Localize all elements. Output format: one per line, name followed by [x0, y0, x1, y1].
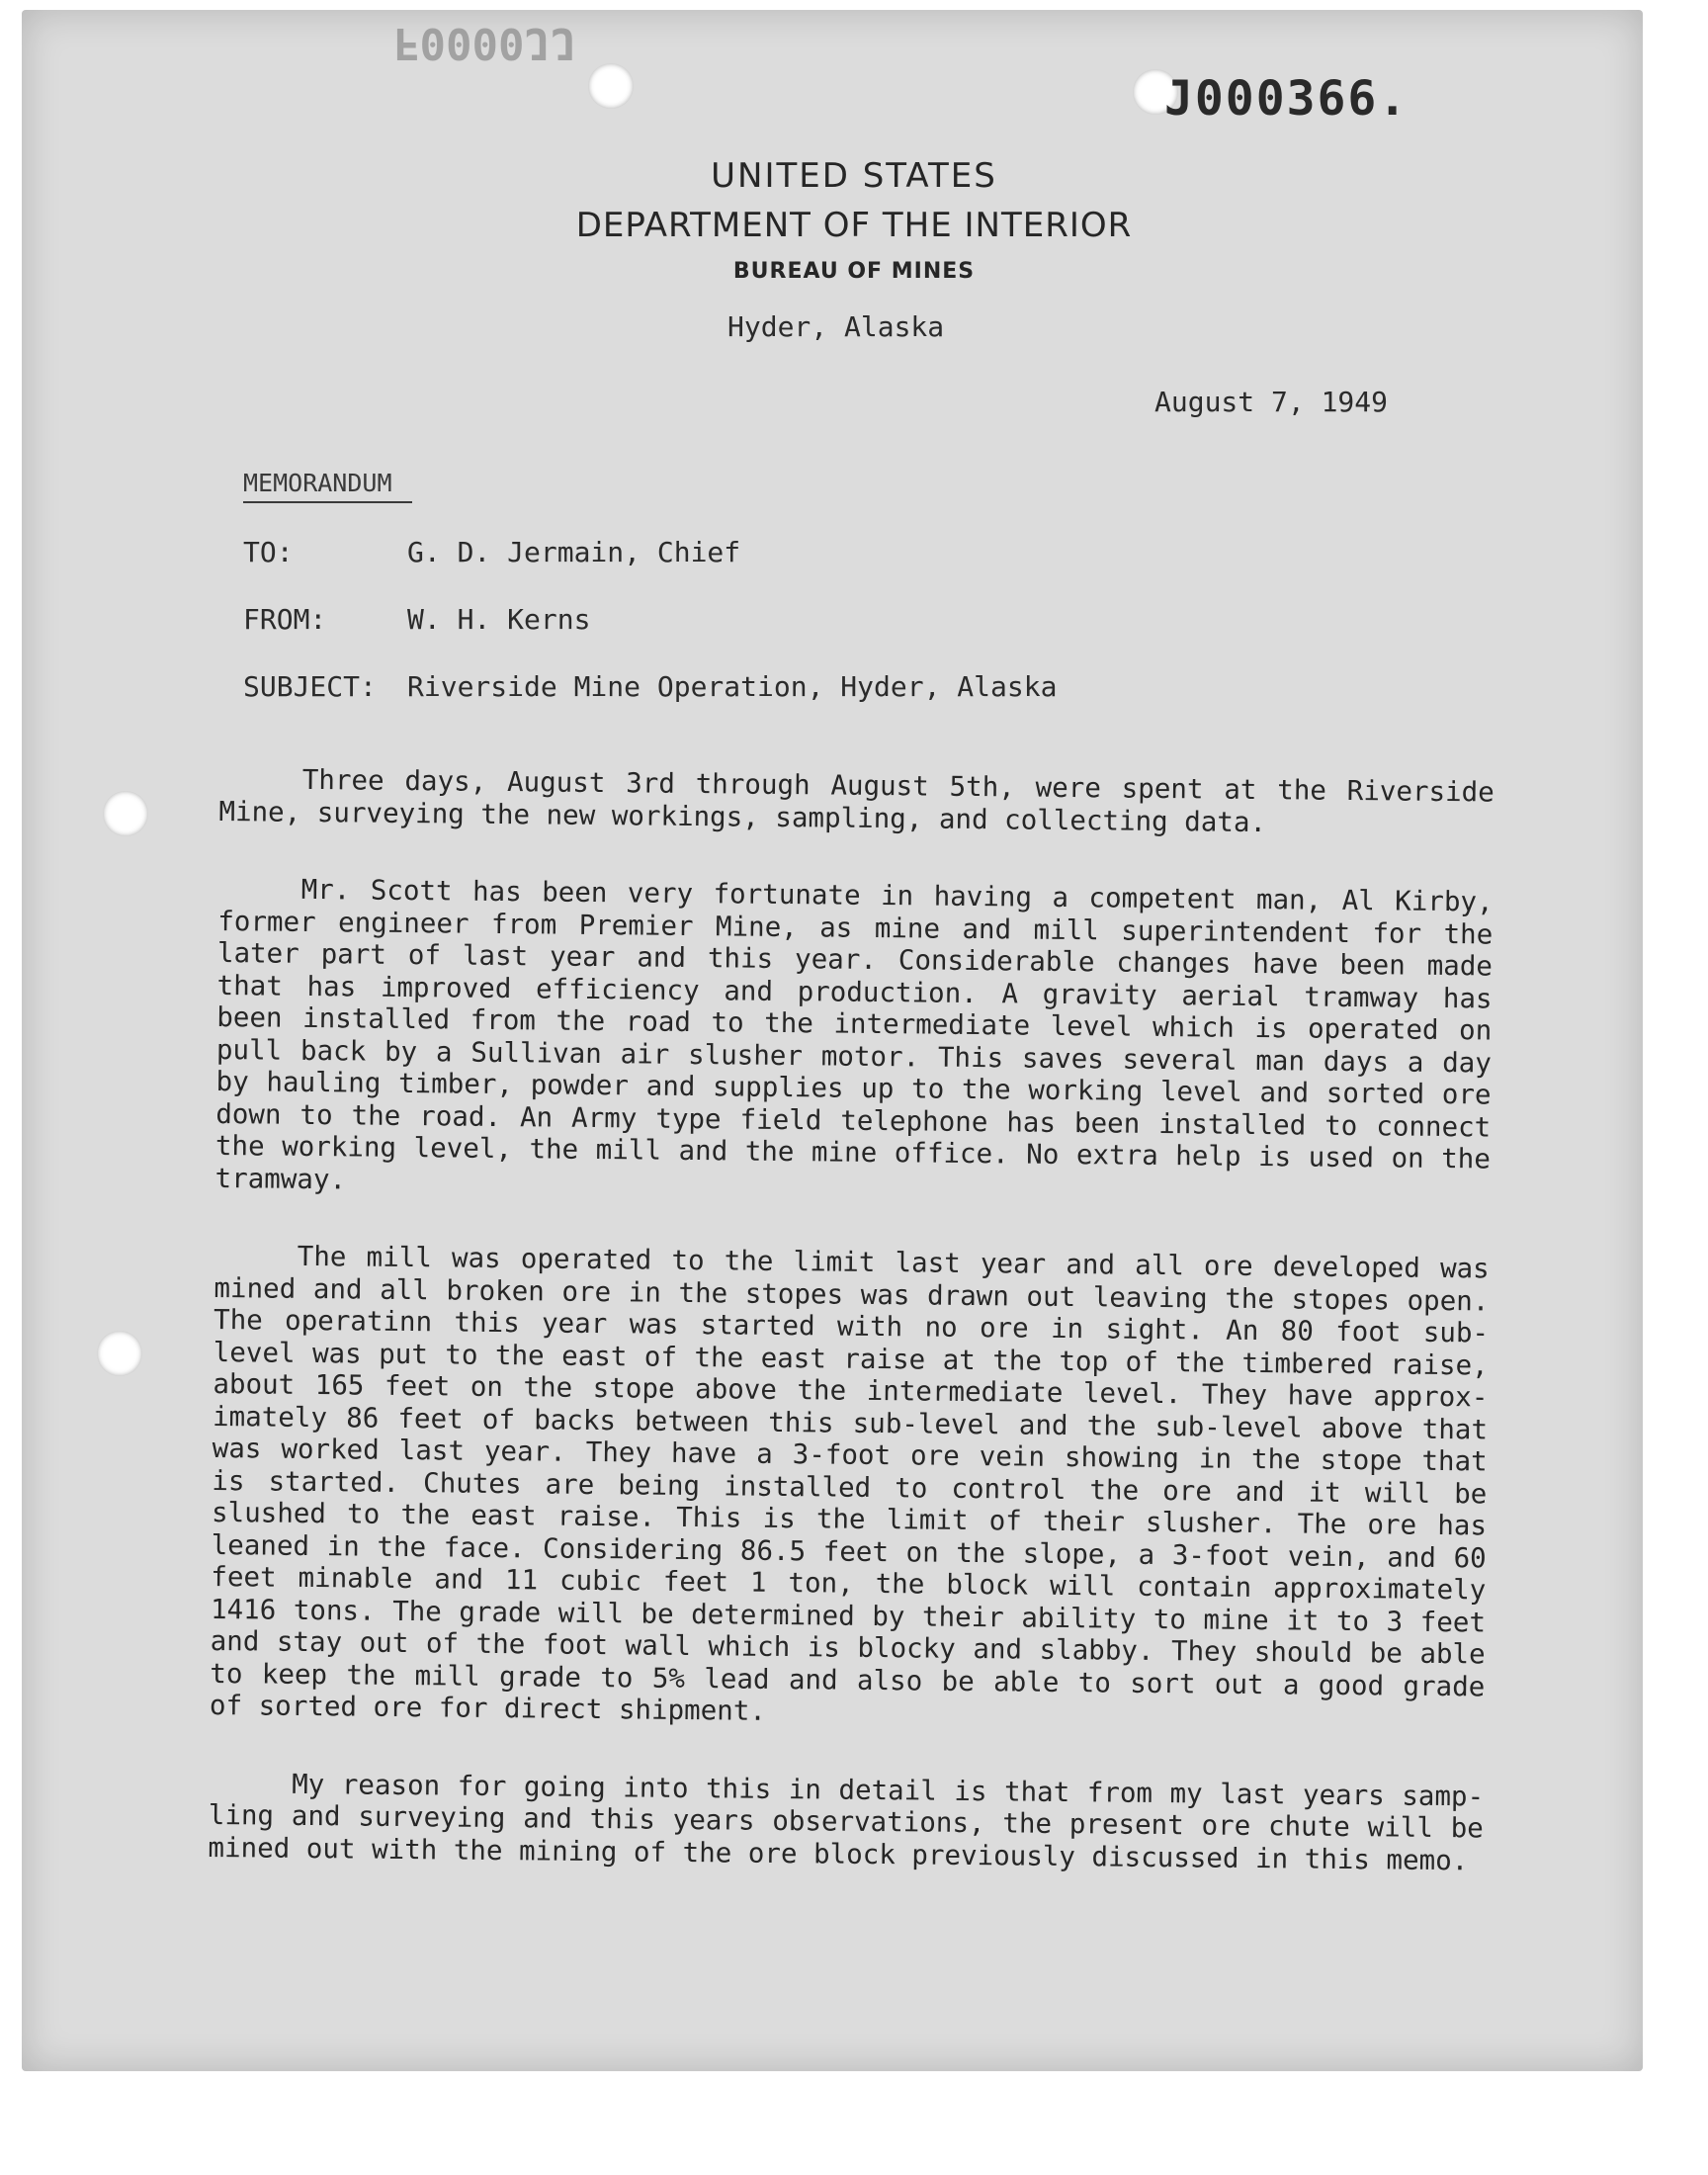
memorandum-label: MEMORANDUM: [243, 469, 412, 503]
punch-hole-left-upper: [103, 791, 148, 836]
letterhead-department: DEPARTMENT OF THE INTERIOR: [575, 206, 1133, 245]
subject-value: Riverside Mine Operation, Hyder, Alaska: [407, 670, 1058, 703]
to-value: G. D. Jermain, Chief: [407, 536, 741, 568]
body-paragraph: The mill was operated to the limit last year and all ore developed was mined and all broken ore in the stopes was drawn out leaving the stopes open. The operatinn this year was started with no ore in sight. An 80 foot sub-level was put to the east of the east raise at the top of the timbered raise, about 165 feet on the stope above the intermediate level. They have approx-imately 86 feet of backs between this sub-level and the sub-level above that was worked last year. They have a 3-foot ore vein showing in the stope that is started. Chutes are being installed to control the ore and it will be slushed to the east raise. This is the limit of their slusher. The ore has leaned in the face. Considering 86.5 feet on the slope, a 3-foot vein, and 60 feet minable and 11 cubic feet 1 ton, the block will contain approximately 1416 tons. The grade will be determined by their ability to mine it to 3 feet and stay out of the foot wall which is blocky and slabby. They should be able to keep the mill grade to 5% lead and also be able to sort out a good grade of sorted ore for direct shipment.: [209, 1240, 1490, 1727]
from-label: FROM:: [243, 603, 327, 636]
subject-line: [243, 670, 1057, 703]
subject-label: SUBJECT:: [243, 670, 377, 703]
body-paragraph: My reason for going into this in detail is that from my last years samp-ling and surveying and this years observations, the present ore chute will be mined out with the mining of the ore block previously discussed in this memo.: [208, 1768, 1485, 1876]
memo-body: [208, 763, 1494, 1922]
letterhead-bureau: BUREAU OF MINES: [732, 259, 976, 284]
memo-date: August 7, 1949: [1154, 386, 1389, 418]
punch-hole-top-left: [588, 63, 634, 109]
from-value: W. H. Kerns: [407, 603, 591, 636]
punch-hole-left-lower: [97, 1331, 142, 1376]
body-paragraph: Mr. Scott has been very fortunate in having a competent man, Al Kirby, former engineer from Premier Mine, as mine and mill superintendent for the later part of last year and this year. Considerable changes have been made that has improved efficiency and production. A gravity aerial tramway has been installed from the road to the intermediate level which is operated on pull back by a Sullivan air slusher motor. This saves several man days a day by hauling timber, powder and supplies up to the working level and sorted ore down to the road. An Army type field telephone has been installed to connect the working level, the mill and the mine office. No extra help is used on the tramway.: [214, 873, 1494, 1195]
to-line: [243, 536, 740, 568]
document-stamp-number: J000366.: [1164, 71, 1409, 127]
from-line: [243, 603, 590, 636]
faint-stamp-number: F0000JJ: [393, 18, 577, 68]
place-line: Hyder, Alaska: [727, 310, 945, 343]
body-paragraph: Three days, August 3rd through August 5th, were spent at the Riverside Mine, surveying the new workings, sampling, and collecting data.: [218, 763, 1494, 838]
letterhead-country: UNITED STATES: [711, 156, 997, 196]
to-label: TO:: [243, 536, 294, 568]
